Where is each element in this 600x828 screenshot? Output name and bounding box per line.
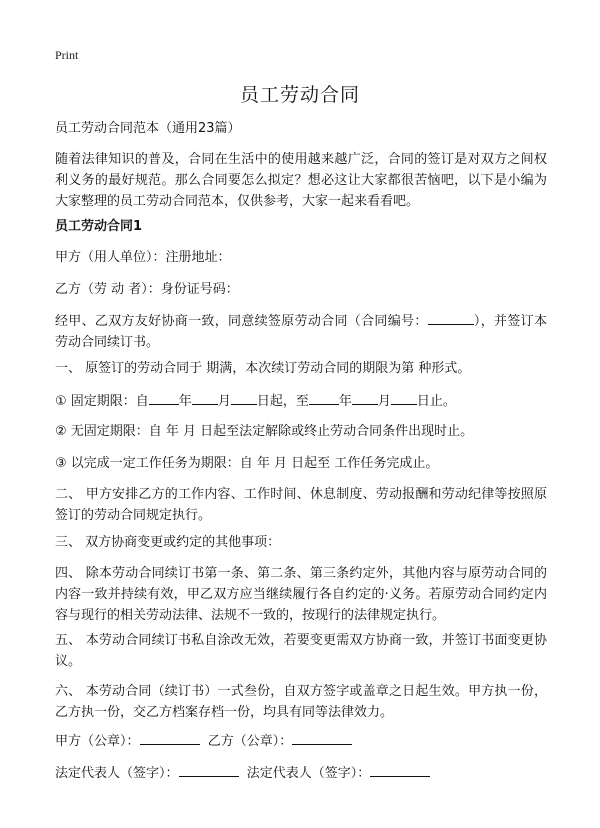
- start-year-unit: 年: [178, 394, 192, 409]
- clause-2: 二、 甲方安排乙方的工作内容、工作时间、休息制度、劳动报酬和劳动纪律等按照原签订的劳动合同规定执行。: [55, 487, 547, 523]
- start-year-blank: [149, 390, 179, 405]
- end-day-unit: 日止。: [416, 394, 456, 409]
- representative-line: [55, 762, 555, 785]
- fixed-term-label: ① 固定期限：自: [55, 394, 149, 409]
- party-a-rep-label: 法定代表人（签字）：: [55, 766, 179, 781]
- party-b-rep-label: 法定代表人（签字）：: [246, 766, 371, 781]
- print-link[interactable]: Print: [55, 48, 79, 62]
- end-day-blank: [391, 390, 417, 405]
- section-heading: 员工劳动合同1: [55, 219, 143, 234]
- renewal-paragraph: [55, 310, 547, 353]
- party-b-seal-blank: [292, 730, 352, 745]
- clause-3: 三、 双方协商变更或约定的其他事项：: [55, 535, 281, 550]
- party-b-rep-blank: [370, 762, 430, 777]
- end-month-unit: 月: [377, 394, 391, 409]
- intro-paragraph: 随着法律知识的普及，合同在生活中的使用越来越广泛，合同的签订是对双方之间权利义务的最好规范。那么合同要怎么拟定？想必这让大家都很苦恼吧，以下是小编为大家整理的员工劳动合同范本，仅供参考，大家一起来看看吧。: [55, 152, 547, 209]
- renewal-prefix: 经甲、乙双方友好协商一致，同意续签原劳动合同（合同编号：: [55, 314, 428, 329]
- clause-4: 四、 除本劳动合同续订书第一条、第二条、第三条约定外，其他内容与原劳动合同的内容一致并持续有效，甲乙双方应当继续履行各自约定的·义务。若原劳动合同约定内容与现行的相关劳动法律、法规不一致的，按现行的法律规定执行。: [55, 566, 547, 623]
- end-year-blank: [309, 390, 339, 405]
- fixed-term-line: [55, 390, 555, 413]
- clause-1: 一、 原签订的劳动合同于 期满，本次续订劳动合同的期限为第 种形式。: [55, 361, 471, 376]
- party-a-seal-blank: [140, 730, 200, 745]
- start-month-blank: [192, 390, 218, 405]
- seal-line: [55, 730, 555, 753]
- document-subtitle: 员工劳动合同范本（通用23篇）: [55, 121, 241, 136]
- start-month-unit: 月: [217, 394, 231, 409]
- party-a-line: 甲方（用人单位）：注册地址：: [55, 250, 231, 265]
- party-b-line: 乙方（劳 动 者）：身份证号码：: [55, 282, 239, 297]
- clause-6: 六、 本劳动合同（续订书）一式叁份，自双方签字或盖章之日起生效。甲方执一份，乙方执一份，交乙方档案存档一份，均具有同等法律效力。: [55, 684, 547, 720]
- start-day-blank: [231, 390, 257, 405]
- document-title: 员工劳动合同: [239, 84, 360, 106]
- start-day-unit: 日起，至: [256, 394, 309, 409]
- end-year-unit: 年: [338, 394, 352, 409]
- clause-5: 五、 本劳动合同续订书私自涂改无效，若要变更需双方协商一致，并签订书面变更协议。: [55, 633, 547, 669]
- no-fixed-term-line: ② 无固定期限：自 年 月 日起至法定解除或终止劳动合同条件出现时止。: [55, 424, 474, 439]
- renewal-suffix: ），并签订本劳动合同续订书。: [55, 314, 547, 350]
- contract-number-blank: [428, 310, 474, 325]
- party-b-seal-label: 乙方（公章）：: [207, 734, 293, 749]
- party-a-seal-label: 甲方（公章）：: [55, 734, 140, 749]
- party-a-rep-blank: [179, 762, 239, 777]
- end-month-blank: [352, 390, 378, 405]
- task-term-line: ③ 以完成一定工作任务为期限：自 年 月 日起至 工作任务完成止。: [55, 456, 439, 471]
